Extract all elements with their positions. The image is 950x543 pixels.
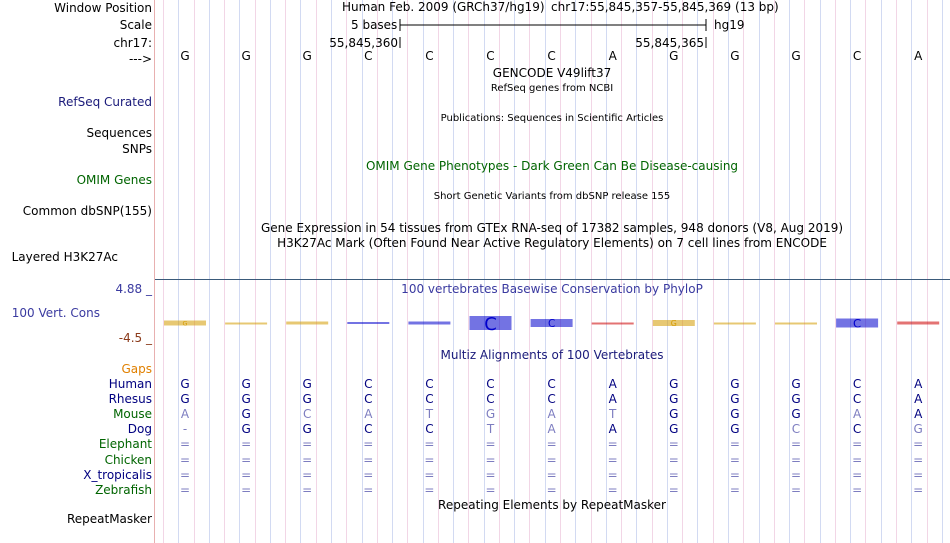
label-common-dbsnp[interactable]: Common dbSNP(155) bbox=[22, 204, 152, 218]
alignment-base: G bbox=[180, 377, 190, 391]
grid-line bbox=[453, 0, 454, 543]
phylop-track-title[interactable]: 100 vertebrates Basewise Conservation by PhyloP bbox=[401, 282, 703, 296]
alignment-base: G bbox=[669, 377, 679, 391]
alignment-base: G bbox=[302, 392, 312, 407]
grid-line bbox=[163, 0, 164, 543]
grid-line bbox=[331, 0, 332, 543]
alignment-base: A bbox=[608, 377, 617, 391]
alignment-base: = bbox=[302, 437, 313, 452]
grid-line bbox=[942, 0, 943, 543]
label-strand[interactable]: ---> bbox=[128, 52, 152, 66]
alignment-base: = bbox=[363, 482, 374, 497]
alignment-base: G bbox=[180, 392, 190, 407]
label-phylop-min: -4.5 _ bbox=[118, 331, 152, 345]
grid-line bbox=[896, 0, 897, 543]
alignment-base: G bbox=[730, 392, 740, 407]
alignment-base: = bbox=[668, 467, 679, 482]
alignment-base: = bbox=[790, 437, 802, 452]
alignment-base: = bbox=[179, 452, 191, 467]
alignment-base: C bbox=[547, 392, 556, 407]
alignment-base: = bbox=[485, 452, 496, 467]
alignment-base: A bbox=[547, 407, 556, 422]
multiz-track-title[interactable]: Multiz Alignments of 100 Vertebrates bbox=[440, 348, 664, 362]
grid-line bbox=[820, 0, 821, 543]
alignment-base: C bbox=[547, 377, 556, 391]
alignment-base: = bbox=[241, 452, 252, 467]
conservation-bar bbox=[775, 323, 817, 325]
alignment-base: = bbox=[729, 467, 740, 482]
alignment-base: = bbox=[485, 437, 496, 452]
alignment-base: C bbox=[302, 407, 312, 422]
refseq-track-title[interactable]: RefSeq genes from NCBI bbox=[490, 83, 614, 94]
label-window-position: Window Position bbox=[54, 1, 152, 15]
alignment-base: = bbox=[790, 467, 802, 482]
alignment-base: = bbox=[607, 452, 618, 467]
alignment-base: - bbox=[182, 422, 188, 437]
alignment-base: G bbox=[730, 377, 740, 391]
alignment-base: G bbox=[913, 422, 923, 437]
alignment-base: = bbox=[729, 482, 740, 497]
alignment-base: G bbox=[730, 407, 740, 422]
alignment-base: = bbox=[241, 467, 252, 482]
gencode-track-title[interactable]: GENCODE V49lift37 bbox=[492, 66, 612, 80]
grid-line bbox=[774, 0, 775, 543]
conservation-letter: G bbox=[670, 319, 677, 328]
alignment-base: = bbox=[179, 437, 191, 452]
label-phylop-max: 4.88 _ bbox=[115, 282, 152, 296]
alignment-base: = bbox=[546, 452, 557, 467]
grid-line bbox=[759, 0, 760, 543]
alignment-base: = bbox=[424, 482, 435, 497]
grid-line bbox=[713, 0, 714, 543]
grid-line bbox=[224, 0, 225, 543]
grid-line bbox=[270, 0, 271, 543]
omim-track-title[interactable]: OMIM Gene Phenotypes - Dark Green Can Be Disease-causing bbox=[365, 159, 739, 173]
grid-line bbox=[392, 0, 393, 543]
alignment-base: = bbox=[729, 437, 740, 452]
conservation-letter: C bbox=[547, 318, 556, 330]
alignment-base: = bbox=[607, 482, 618, 497]
species-label[interactable]: Human bbox=[108, 377, 152, 391]
alignment-base: T bbox=[486, 422, 495, 437]
alignment-base: = bbox=[302, 482, 313, 497]
species-label[interactable]: Dog bbox=[127, 422, 152, 437]
alignment-base: A bbox=[608, 422, 617, 437]
alignment-base: C bbox=[364, 377, 373, 391]
alignment-base: G bbox=[669, 392, 679, 407]
conservation-letter: C bbox=[484, 314, 497, 335]
label-sequences[interactable]: Sequences bbox=[86, 126, 152, 140]
scale-bar-text: 5 bases bbox=[351, 18, 398, 32]
sequence-base: G bbox=[241, 49, 251, 63]
conservation-letter: G bbox=[182, 319, 188, 328]
alignment-base: A bbox=[914, 392, 923, 407]
alignment-base: G bbox=[302, 377, 312, 391]
alignment-base: = bbox=[790, 482, 802, 497]
track-separator-line bbox=[155, 279, 950, 280]
species-label[interactable]: Chicken bbox=[104, 452, 152, 467]
alignment-base: = bbox=[913, 452, 924, 467]
alignment-base: G bbox=[730, 422, 740, 437]
dbsnp-track-title[interactable]: Short Genetic Variants from dbSNP release 155 bbox=[433, 191, 671, 202]
conservation-letter: C bbox=[853, 316, 862, 331]
alignment-base: C bbox=[425, 392, 434, 407]
alignment-base: C bbox=[425, 377, 434, 391]
alignment-base: G bbox=[791, 392, 801, 407]
alignment-base: T bbox=[425, 407, 434, 422]
alignment-base: = bbox=[179, 482, 191, 497]
label-omim-genes[interactable]: OMIM Genes bbox=[76, 173, 152, 187]
alignment-base: C bbox=[364, 422, 373, 437]
conservation-logo[interactable] bbox=[0, 310, 950, 336]
sequence-base: C bbox=[364, 49, 373, 63]
alignment-base: = bbox=[852, 437, 863, 452]
sequence-base: G bbox=[180, 49, 190, 63]
conservation-bar bbox=[408, 322, 450, 325]
alignment-base: = bbox=[179, 467, 191, 482]
label-snps[interactable]: SNPs bbox=[122, 142, 152, 156]
alignment-base: = bbox=[302, 467, 313, 482]
alignment-base: = bbox=[363, 467, 374, 482]
alignment-base: G bbox=[485, 407, 496, 422]
alignment-base: = bbox=[913, 437, 924, 452]
alignment-base: = bbox=[241, 437, 252, 452]
alignment-base: A bbox=[852, 407, 862, 422]
alignment-base: G bbox=[241, 392, 251, 407]
sequence-base: G bbox=[730, 49, 740, 63]
ruler-svg[interactable] bbox=[0, 0, 950, 60]
alignment-base: G bbox=[669, 422, 679, 437]
grid-line bbox=[285, 0, 286, 543]
conservation-bar bbox=[714, 323, 756, 325]
alignment-base: G bbox=[241, 377, 251, 391]
alignment-base: = bbox=[302, 452, 313, 467]
grid-line bbox=[407, 0, 408, 543]
grid-line bbox=[636, 0, 637, 543]
alignment-base: A bbox=[364, 407, 373, 422]
species-label[interactable]: X_tropicalis bbox=[83, 467, 152, 482]
sequence-base: C bbox=[852, 49, 862, 63]
alignment-base: = bbox=[546, 437, 557, 452]
alignment-base: = bbox=[668, 482, 679, 497]
alignment-base: G bbox=[669, 407, 679, 422]
label-gaps[interactable]: Gaps bbox=[121, 362, 152, 376]
sequence-base: A bbox=[608, 49, 617, 63]
grid-line bbox=[881, 0, 882, 543]
alignment-base: T bbox=[609, 407, 617, 422]
grid-line bbox=[468, 0, 469, 543]
grid-line bbox=[346, 0, 347, 543]
sequence-base: C bbox=[425, 49, 434, 63]
alignment-base: = bbox=[546, 482, 557, 497]
alignment-base: = bbox=[913, 467, 924, 482]
alignment-base: = bbox=[546, 467, 557, 482]
conservation-bar bbox=[286, 322, 328, 325]
sequence-base: C bbox=[486, 49, 495, 63]
sequence-base: G bbox=[791, 49, 801, 63]
sequence-base: C bbox=[547, 49, 556, 63]
alignment-base: = bbox=[852, 452, 863, 467]
alignment-base: C bbox=[852, 422, 862, 437]
grid-line bbox=[209, 0, 210, 543]
alignment-base: = bbox=[668, 452, 679, 467]
alignment-base: C bbox=[852, 377, 862, 391]
alignment-base: = bbox=[852, 467, 863, 482]
conservation-bar bbox=[897, 322, 939, 325]
species-label[interactable]: Elephant bbox=[98, 437, 152, 452]
alignment-base: = bbox=[852, 482, 863, 497]
alignment-base: = bbox=[363, 452, 374, 467]
alignment-base: = bbox=[668, 437, 679, 452]
alignment-base: = bbox=[424, 437, 435, 452]
coord-left-label: 55,845,360 bbox=[329, 36, 398, 50]
species-label[interactable]: Mouse bbox=[113, 407, 152, 422]
assembly-title: Human Feb. 2009 (GRCh37/hg19) bbox=[342, 0, 545, 14]
alignment-base: = bbox=[363, 437, 374, 452]
label-layered-h3k27ac[interactable]: Layered H3K27Ac bbox=[11, 250, 118, 264]
conservation-bar bbox=[225, 323, 267, 325]
gtex-track-title[interactable]: Gene Expression in 54 tissues from GTEx RNA-seq of 17382 samples, 948 donors (V8, Aug 2019) bbox=[260, 221, 844, 235]
alignment-base: A bbox=[914, 407, 923, 422]
species-label[interactable]: Rhesus bbox=[108, 392, 152, 407]
species-label[interactable]: Zebrafish bbox=[95, 482, 152, 497]
sequence-base: G bbox=[669, 49, 679, 63]
alignment-base: = bbox=[424, 467, 435, 482]
alignment-base: A bbox=[180, 407, 190, 422]
conservation-bar bbox=[592, 323, 634, 325]
label-100-vert-cons[interactable]: 100 Vert. Cons bbox=[11, 306, 100, 320]
alignment-base: C bbox=[791, 422, 801, 437]
coord-right-label: 55,845,365 bbox=[635, 36, 704, 50]
alignment-base: G bbox=[791, 377, 801, 391]
sequence-base: G bbox=[302, 49, 312, 63]
alignment-base: C bbox=[852, 392, 862, 407]
alignment-base: = bbox=[790, 452, 802, 467]
alignment-base: C bbox=[486, 377, 495, 391]
grid-line bbox=[835, 0, 836, 543]
publications-track-title[interactable]: Publications: Sequences in Scientific Articles bbox=[440, 113, 664, 124]
grid-line bbox=[652, 0, 653, 543]
alignment-base: C bbox=[486, 392, 495, 407]
alignment-base: = bbox=[485, 467, 496, 482]
label-refseq-curated[interactable]: RefSeq Curated bbox=[58, 95, 152, 109]
alignment-base: = bbox=[424, 452, 435, 467]
alignment-base: = bbox=[607, 437, 618, 452]
alignment-base: = bbox=[729, 452, 740, 467]
h3k27ac-track-title[interactable]: H3K27Ac Mark (Often Found Near Active Regulatory Elements) on 7 cell lines from ENCODE bbox=[277, 236, 827, 250]
conservation-bar bbox=[347, 322, 389, 324]
alignment-base: C bbox=[364, 392, 373, 407]
alignment-base: = bbox=[241, 482, 252, 497]
alignment-base: G bbox=[791, 407, 801, 422]
repeatmasker-track-title[interactable]: Repeating Elements by RepeatMasker bbox=[438, 498, 666, 512]
window-position-text[interactable]: chr17:55,845,357-55,845,369 (13 bp) bbox=[551, 0, 779, 14]
track-labels-column bbox=[0, 0, 154, 543]
alignment-base: A bbox=[608, 392, 617, 407]
alignment-base: = bbox=[913, 482, 924, 497]
alignment-base: = bbox=[485, 482, 496, 497]
alignment-base: A bbox=[547, 422, 556, 437]
alignment-base: G bbox=[302, 422, 312, 437]
label-chrom: chr17: bbox=[113, 36, 152, 50]
alignment-base: C bbox=[425, 422, 434, 437]
label-repeatmasker[interactable]: RepeatMasker bbox=[66, 512, 152, 526]
alignment-base: A bbox=[914, 377, 923, 391]
alignment-base: = bbox=[607, 467, 618, 482]
label-scale: Scale bbox=[119, 18, 152, 32]
alignment-base: G bbox=[241, 422, 251, 437]
sequence-base: A bbox=[914, 49, 923, 63]
scale-db-text: hg19 bbox=[714, 18, 745, 32]
alignment-base: G bbox=[241, 407, 251, 422]
grid-line bbox=[697, 0, 698, 543]
